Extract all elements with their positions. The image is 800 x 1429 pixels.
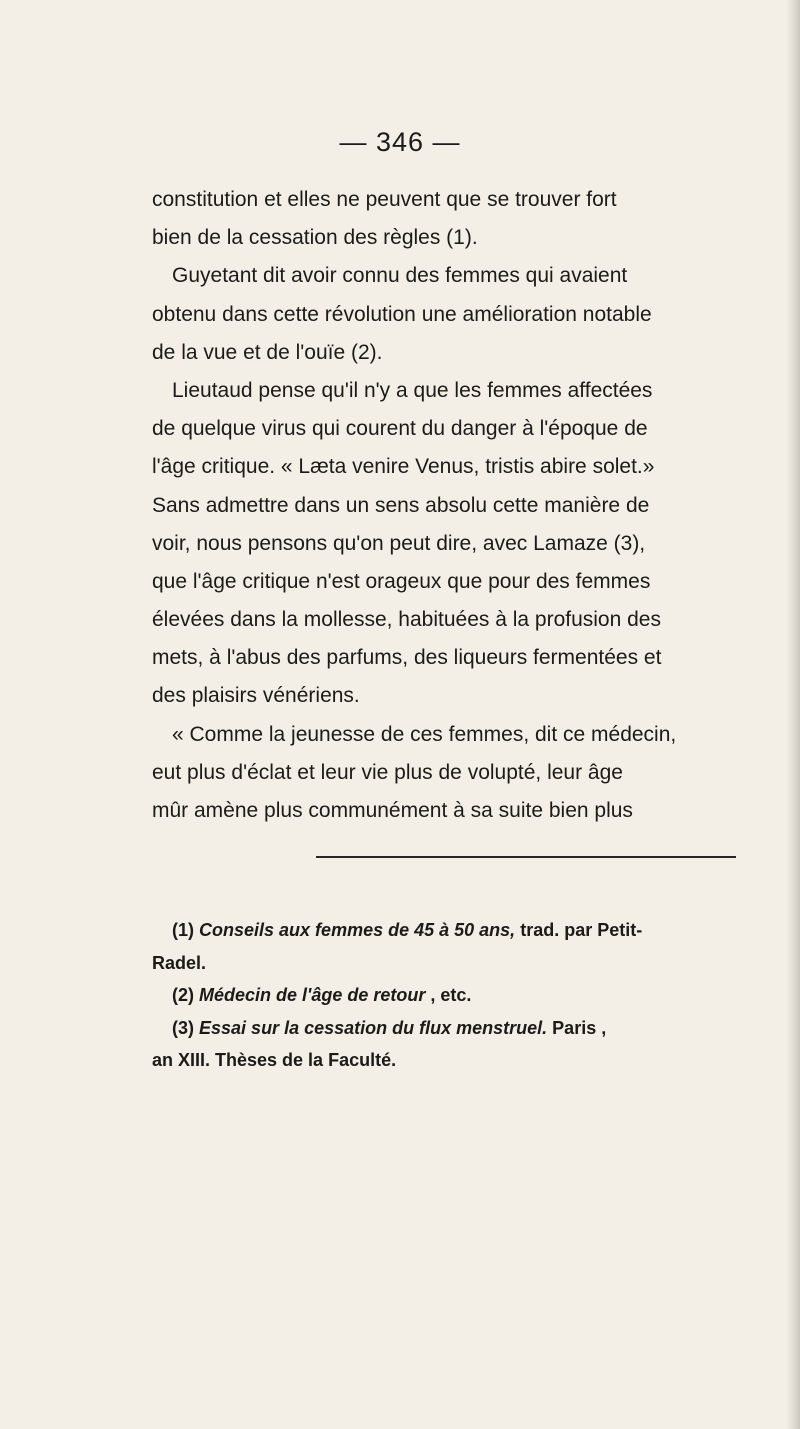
footnote-number: (2) [172,985,194,1005]
text-line: l'âge critique. « Læta venire Venus, tristis abire solet.» [152,455,655,479]
page-number: — 346 — [339,127,461,157]
text-line: voir, nous pensons qu'on peut dire, avec Lamaze (3), [152,531,646,555]
text-line: obtenu dans cette révolution une amélioration notable [152,302,652,326]
text-line: de la vue et de l'ouïe (2). [152,340,383,364]
body-text [152,181,782,830]
text-line: eut plus d'éclat et leur vie plus de volupté, leur âge [152,760,623,784]
footnote-title: Conseils aux femmes de 45 à 50 ans, [199,920,516,940]
text-line: Sans admettre dans un sens absolu cette manière de [152,493,650,517]
footnote-text: Radel. [152,952,207,973]
text-line: élevées dans la mollesse, habituées à la profusion des [152,608,661,632]
text-line: de quelque virus qui courent du danger à l'époque de [152,417,648,441]
text-line: constitution et elles ne peuvent que se trouver fort [152,188,617,211]
footnote-2 [152,979,782,1012]
text-line: mûr amène plus communément à sa suite bien plus [152,799,633,822]
footnote-text: an XIII. Thèses de la Faculté. [152,1050,397,1070]
text-line: des plaisirs vénériens. [152,684,360,708]
page-edge-shadow [786,0,800,1429]
footnote-1-continued [152,947,782,980]
footnote-number: (1) [172,920,194,940]
text-line: que l'âge critique n'est orageux que pour des femmes [152,569,651,593]
footnote-number: (3) [172,1017,194,1038]
footnote-separator [316,856,736,858]
footnote-text: , etc. [430,985,472,1005]
footnote-1 [152,914,782,947]
footnote-text: trad. par Petit- [520,920,643,940]
footnote-title: Essai sur la cessation du flux menstruel. [199,1017,548,1038]
text-line: Guyetant dit avoir connu des femmes qui avaient [172,264,628,288]
footnote-3 [152,1012,782,1045]
footnote-3-continued [152,1044,782,1077]
footnotes [152,914,782,1077]
footnote-title: Médecin de l'âge de retour [199,985,426,1005]
text-line: bien de la cessation des règles (1). [152,226,478,250]
text-line: « Comme la jeunesse de ces femmes, dit ce médecin, [172,722,677,746]
text-line: Lieutaud pense qu'il n'y a que les femmes affectées [172,378,653,402]
footnote-text: Paris , [552,1017,607,1038]
text-line: mets, à l'abus des parfums, des liqueurs fermentées et [152,646,662,670]
